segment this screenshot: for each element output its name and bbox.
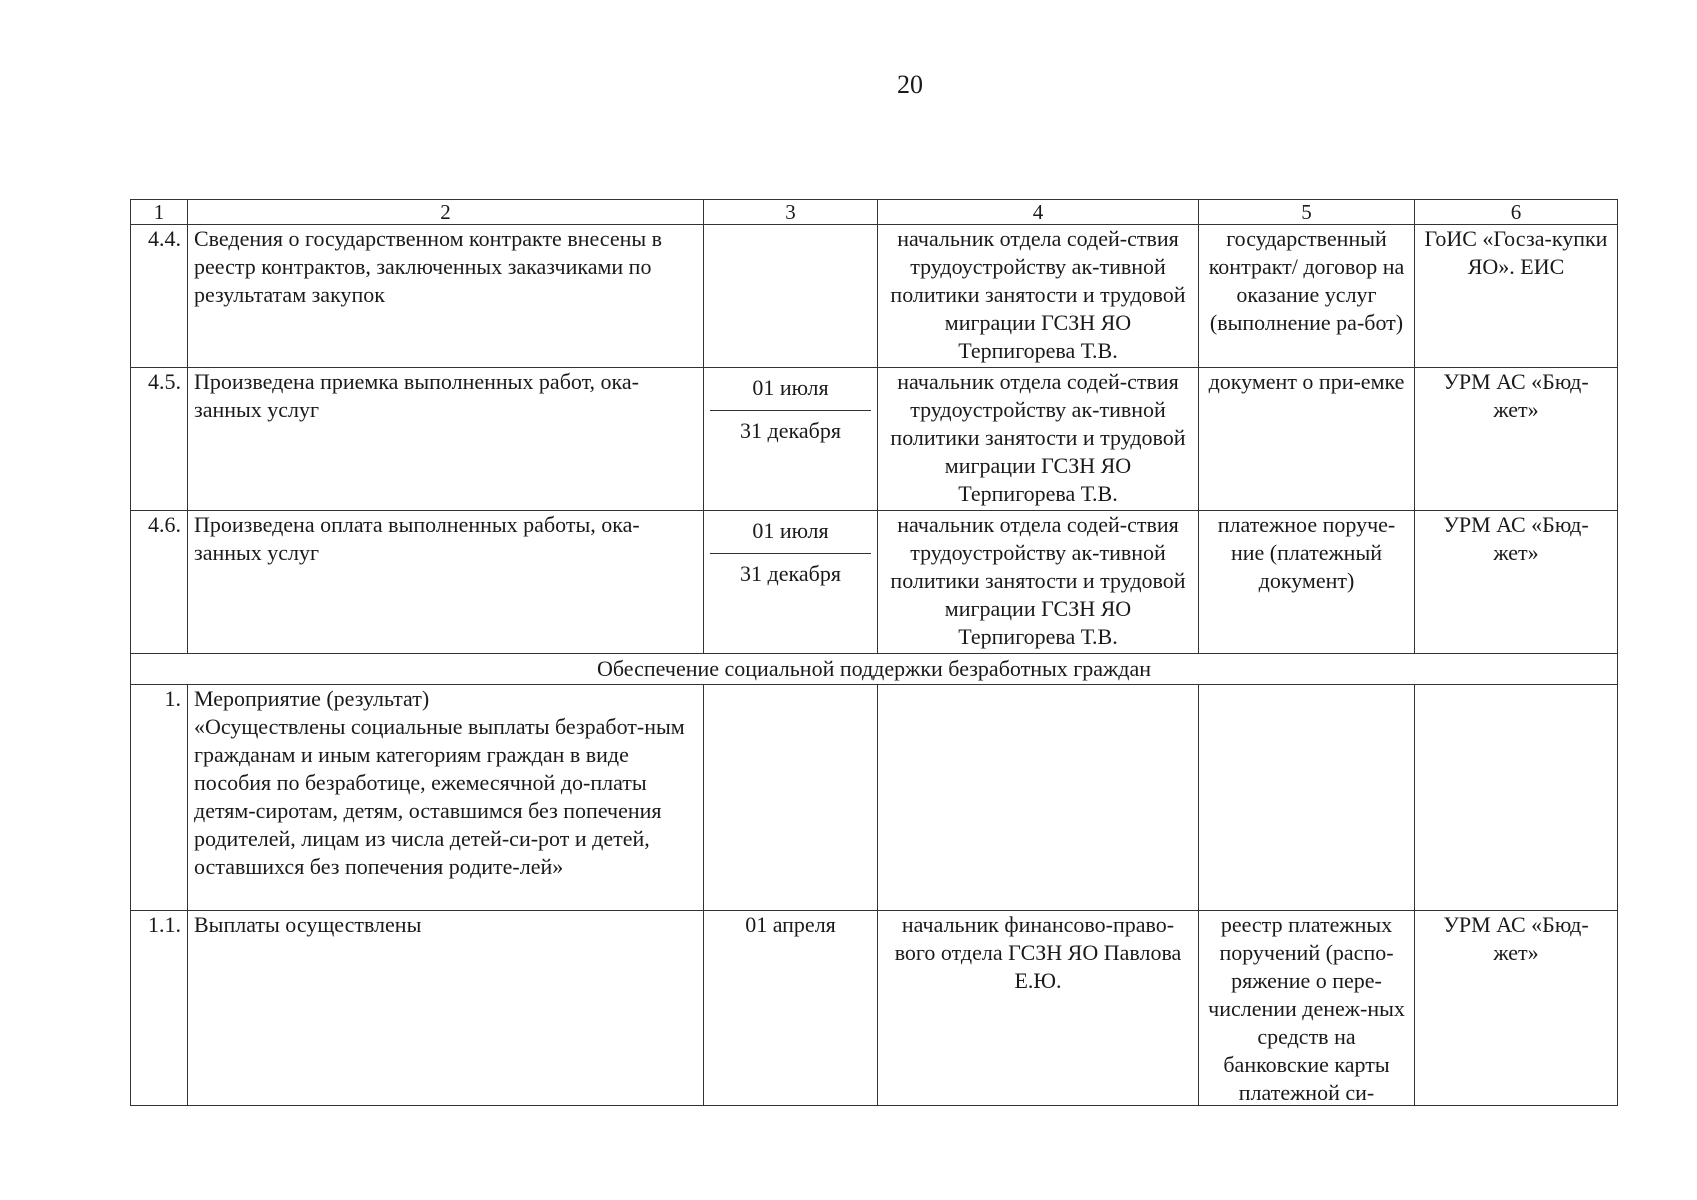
- table-row: [131, 911, 1618, 1106]
- row-document: платежное поруче-ние (платежный документ): [1199, 511, 1415, 654]
- section-title: Обеспечение социальной поддержки безработных граждан: [131, 654, 1618, 685]
- row-responsible: начальник отдела содей-ствия трудоустройству ак-тивной политики занятости и трудовой миграции ГСЗН ЯО Терпигорева Т.В.: [878, 225, 1199, 368]
- date-start: 01 июля: [710, 511, 871, 554]
- row-system: ГоИС «Госза-купки ЯО». ЕИС: [1415, 225, 1618, 368]
- section-row: [131, 654, 1618, 685]
- header-row: [131, 200, 1618, 225]
- document-text: реестр платежных поручений (распо-ряжение о пере-числении денеж-ных средств на банковские карты платежной си-: [1208, 912, 1405, 1105]
- row-responsible: начальник финансово-право-вого отдела ГСЗН ЯО Павлова Е.Ю.: [878, 911, 1199, 1106]
- event-description: «Осуществлены социальные выплаты безработ-ным гражданам и иным категориям граждан в виде пособия по безработице, ежемесячной до-платы детям-сиротам, детям, оставшимся без попечения родителей, лицам из числа детей-си-рот и детей, оставшихся без попечения родите-лей»: [194, 714, 685, 879]
- header-cell: 3: [704, 200, 878, 225]
- row-system: [1415, 685, 1618, 911]
- row-number: 4.6.: [131, 511, 188, 654]
- row-document: [1199, 685, 1415, 911]
- row-document: государственный контракт/ договор на оказание услуг (выполнение ра-бот): [1199, 225, 1415, 368]
- table-row: [131, 225, 1618, 368]
- row-dates: [704, 511, 878, 654]
- header-cell: 4: [878, 200, 1199, 225]
- table-row: [131, 685, 1618, 911]
- row-document: документ о при-емке: [1199, 368, 1415, 511]
- event-text: [188, 685, 704, 911]
- event-label: Мероприятие (результат): [194, 686, 430, 711]
- row-number: 1.: [131, 685, 188, 911]
- plan-table: [130, 199, 1618, 1106]
- row-system: УРМ АС «Бюд-жет»: [1415, 511, 1618, 654]
- row-number: 4.4.: [131, 225, 188, 368]
- row-document: [1199, 911, 1415, 1106]
- row-number: 4.5.: [131, 368, 188, 511]
- page-number: 20: [897, 70, 923, 99]
- row-text: Выплаты осуществлены: [188, 911, 704, 1106]
- row-text: Произведена приемка выполненных работ, ока-занных услуг: [188, 368, 704, 511]
- row-number: 1.1.: [131, 911, 188, 1106]
- row-dates: [704, 368, 878, 511]
- header-cell: 2: [188, 200, 704, 225]
- date-start: 01 апреля: [704, 911, 878, 1106]
- row-system: УРМ АС «Бюд-жет»: [1415, 911, 1618, 1106]
- date-end: 31 декабря: [740, 418, 841, 443]
- row-dates: [704, 225, 878, 368]
- row-responsible: [878, 685, 1199, 911]
- row-system: УРМ АС «Бюд-жет»: [1415, 368, 1618, 511]
- row-responsible: начальник отдела содей-ствия трудоустройству ак-тивной политики занятости и трудовой миграции ГСЗН ЯО Терпигорева Т.В.: [878, 368, 1199, 511]
- table-row: [131, 511, 1618, 654]
- row-responsible: начальник отдела содей-ствия трудоустройству ак-тивной политики занятости и трудовой миграции ГСЗН ЯО Терпигорева Т.В.: [878, 511, 1199, 654]
- header-cell: 6: [1415, 200, 1618, 225]
- table-row: [131, 368, 1618, 511]
- date-start: 01 июля: [710, 368, 871, 411]
- date-end: 31 декабря: [740, 561, 841, 586]
- row-text: Произведена оплата выполненных работы, ока-занных услуг: [188, 511, 704, 654]
- row-dates: [704, 685, 878, 911]
- row-text: Сведения о государственном контракте внесены в реестр контрактов, заключенных заказчиками по результатам закупок: [188, 225, 704, 368]
- header-cell: 5: [1199, 200, 1415, 225]
- header-cell: 1: [131, 200, 188, 225]
